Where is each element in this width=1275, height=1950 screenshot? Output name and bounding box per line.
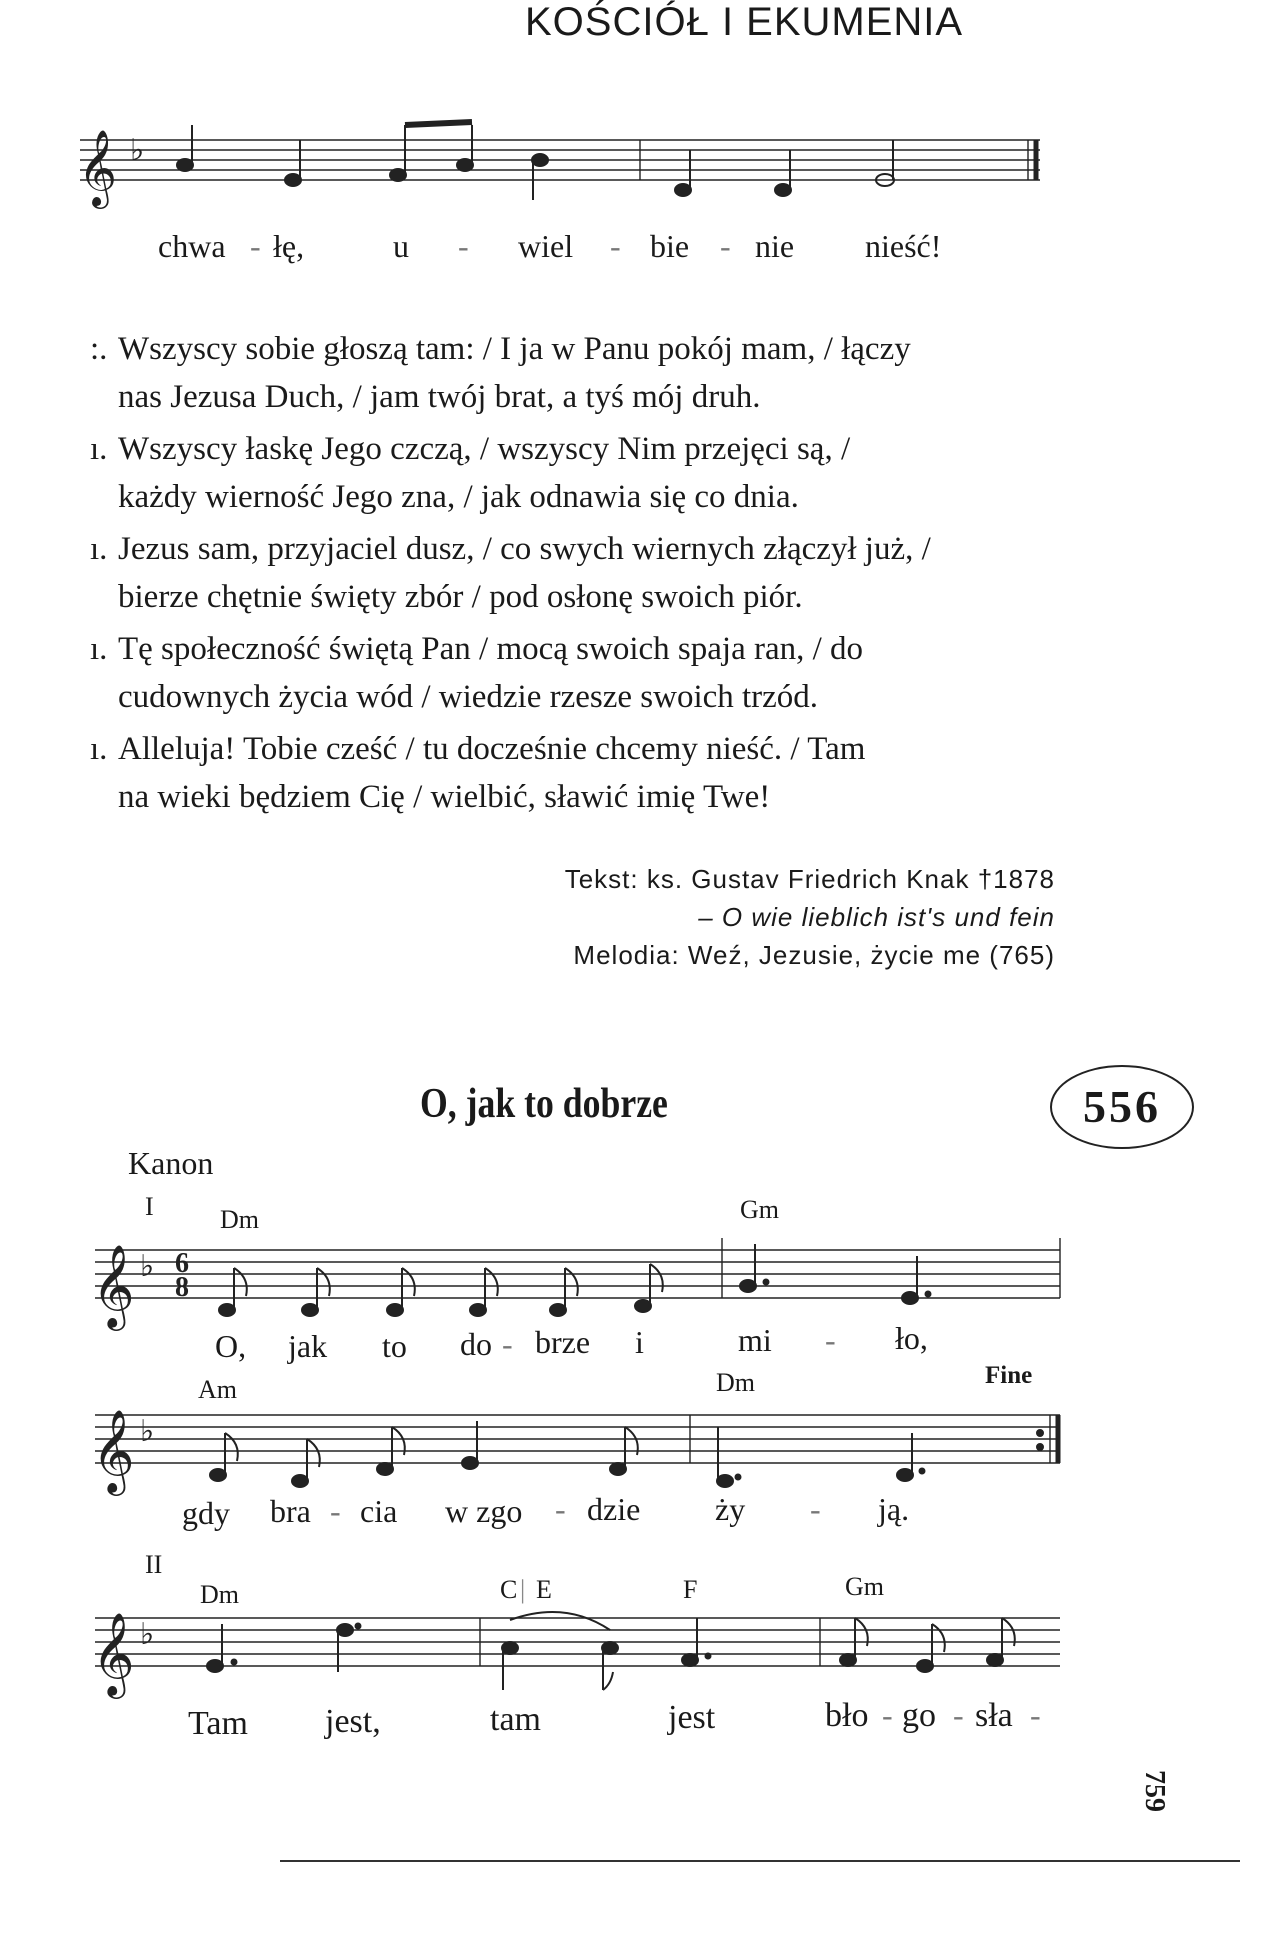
time-signature-top: 6: [175, 1248, 189, 1279]
lyric-syllable: go: [902, 1697, 936, 1734]
lyric-syllable: łę,: [273, 228, 305, 264]
lyric-hyphen: -: [502, 1326, 513, 1362]
verse-5: [90, 625, 863, 721]
hymn-number-badge: 556: [1050, 1065, 1194, 1149]
lyric-hyphen: -: [882, 1697, 893, 1733]
verse-6: [90, 725, 865, 821]
staff-2: [95, 1415, 1060, 1463]
verse-line: Wszyscy sobie głoszą tam: / I ja w Panu pokój mam, / łączy: [118, 331, 911, 367]
verse-line: nas Jezusa Duch, / jam twój brat, a tyś mój druh.: [118, 379, 761, 415]
chord-symbol: Am: [198, 1375, 237, 1404]
voice-label: I: [145, 1192, 154, 1221]
chord-symbol: E: [536, 1575, 552, 1604]
lyric-hyphen: -: [330, 1493, 341, 1529]
verse-2: [90, 325, 911, 421]
lyric-syllable: dzie: [587, 1491, 641, 1527]
lyric-syllable: jest,: [325, 1703, 381, 1740]
top-staff: [80, 140, 1040, 180]
verse-number: ı.: [90, 531, 108, 567]
treble-clef-icon: 𝄞: [92, 1611, 135, 1695]
lyric-syllable: jest: [668, 1699, 716, 1736]
verse-line: na wieki będziem Cię / wielbić, sławić imię Twe!: [118, 779, 771, 815]
time-signature-bottom: 8: [175, 1272, 189, 1303]
chord-separator: |: [520, 1575, 526, 1604]
verse-number: :.: [90, 331, 108, 367]
voice-label: II: [145, 1550, 163, 1579]
flat-icon: ♭: [140, 1414, 155, 1449]
verse-line: Jezus sam, przyjaciel dusz, / co swych wiernych złączył już, /: [118, 531, 931, 567]
lyric-syllable: ją.: [878, 1491, 910, 1527]
lyric-hyphen: -: [458, 228, 469, 264]
flat-icon: ♭: [140, 1249, 155, 1284]
lyric-syllable: ło,: [895, 1320, 928, 1356]
lyric-syllable: brze: [535, 1324, 591, 1360]
verse-number: ı.: [90, 431, 108, 467]
staff-3-notes: [207, 1612, 1015, 1690]
lyric-syllable: bło: [825, 1697, 869, 1734]
treble-clef-icon: 𝄞: [92, 1243, 135, 1327]
verse-number: ı.: [90, 731, 108, 767]
chord-symbol: Dm: [220, 1205, 259, 1234]
treble-clef-icon: 𝄞: [92, 1408, 135, 1492]
chord-symbol: Dm: [200, 1580, 239, 1609]
verse-line: Wszyscy łaskę Jego czczą, / wszyscy Nim przejęci są, /: [118, 431, 851, 467]
flat-icon: ♭: [140, 1617, 155, 1652]
lyric-syllable: nieść!: [865, 228, 942, 264]
credits-original: – O wie lieblich ist's und fein: [698, 902, 1055, 932]
verse-line: każdy wierność Jego zna, / jak odnawia się co dnia.: [118, 479, 799, 515]
hymn-form-label: Kanon: [128, 1145, 214, 1181]
bottom-rule: [280, 1860, 1240, 1862]
lyric-syllable: sła: [975, 1697, 1013, 1734]
lyric-hyphen: -: [825, 1322, 836, 1358]
lyric-syllable: Tam: [188, 1705, 248, 1742]
treble-clef-icon: 𝄞: [78, 129, 118, 206]
staff-3: [95, 1618, 1060, 1666]
lyric-syllable: chwa: [158, 228, 226, 264]
credits-melody: Melodia: Weź, Jezusie, życie me (765): [573, 940, 1055, 970]
lyric-syllable: u: [393, 228, 409, 264]
time-signature: [175, 1248, 189, 1303]
credits-text: Tekst: ks. Gustav Friedrich Knak †1878: [564, 864, 1055, 894]
chord-symbol: Gm: [740, 1195, 779, 1224]
lyric-syllable: O,: [215, 1328, 247, 1364]
chord-symbol: C: [500, 1575, 518, 1604]
hymn-title: O, jak to dobrze: [420, 1081, 668, 1127]
lyric-syllable: bie: [650, 228, 690, 264]
chord-symbol: Gm: [845, 1572, 884, 1601]
verse-3: [90, 425, 850, 521]
flat-icon: ♭: [130, 133, 145, 168]
lyric-syllable: w zgo: [445, 1493, 523, 1529]
verse-number: ı.: [90, 631, 108, 667]
lyric-hyphen: -: [720, 228, 731, 264]
top-staff-notes: [177, 122, 894, 200]
verse-line: cudownych życia wód / wiedzie rzesze swoich trzód.: [118, 679, 819, 715]
lyric-syllable: tam: [490, 1701, 541, 1738]
staff-1-notes: [219, 1244, 931, 1316]
lyric-syllable: jak: [288, 1328, 328, 1364]
chord-symbol: F: [683, 1575, 698, 1604]
lyric-syllable: ży: [715, 1491, 746, 1527]
page-number: 759: [1139, 1770, 1170, 1812]
lyric-hyphen: -: [810, 1491, 821, 1527]
lyric-hyphen: -: [953, 1697, 964, 1733]
lyric-hyphen: -: [250, 228, 261, 264]
verse-line: bierze chętnie święty zbór / pod osłonę swoich piór.: [118, 579, 803, 615]
lyric-syllable: do: [460, 1326, 492, 1362]
staff-2-notes: [210, 1421, 1043, 1487]
verse-line: Tę społeczność świętą Pan / mocą swoich spaja ran, / do: [118, 631, 864, 667]
lyric-syllable: bra: [270, 1493, 311, 1529]
verse-4: [90, 525, 931, 621]
hymn-credits: [565, 860, 1055, 974]
lyric-syllable: nie: [755, 228, 795, 264]
lyric-hyphen: -: [555, 1491, 566, 1527]
lyric-hyphen: -: [1030, 1697, 1041, 1733]
chord-symbol: Dm: [716, 1368, 755, 1397]
lyric-syllable: mi: [738, 1322, 772, 1358]
verse-line: Alleluja! Tobie cześć / tu docześnie chcemy nieść. / Tam: [118, 731, 866, 767]
fine-marking: Fine: [985, 1362, 1033, 1389]
lyric-syllable: to: [382, 1328, 407, 1364]
page-header: KOŚCIÓŁ I EKUMENIA: [525, 0, 964, 44]
lyric-syllable: gdy: [182, 1495, 230, 1531]
lyric-hyphen: -: [610, 228, 621, 264]
lyric-syllable: cia: [360, 1493, 398, 1529]
lyric-syllable: i: [635, 1324, 644, 1360]
lyric-syllable: wiel: [518, 228, 574, 264]
